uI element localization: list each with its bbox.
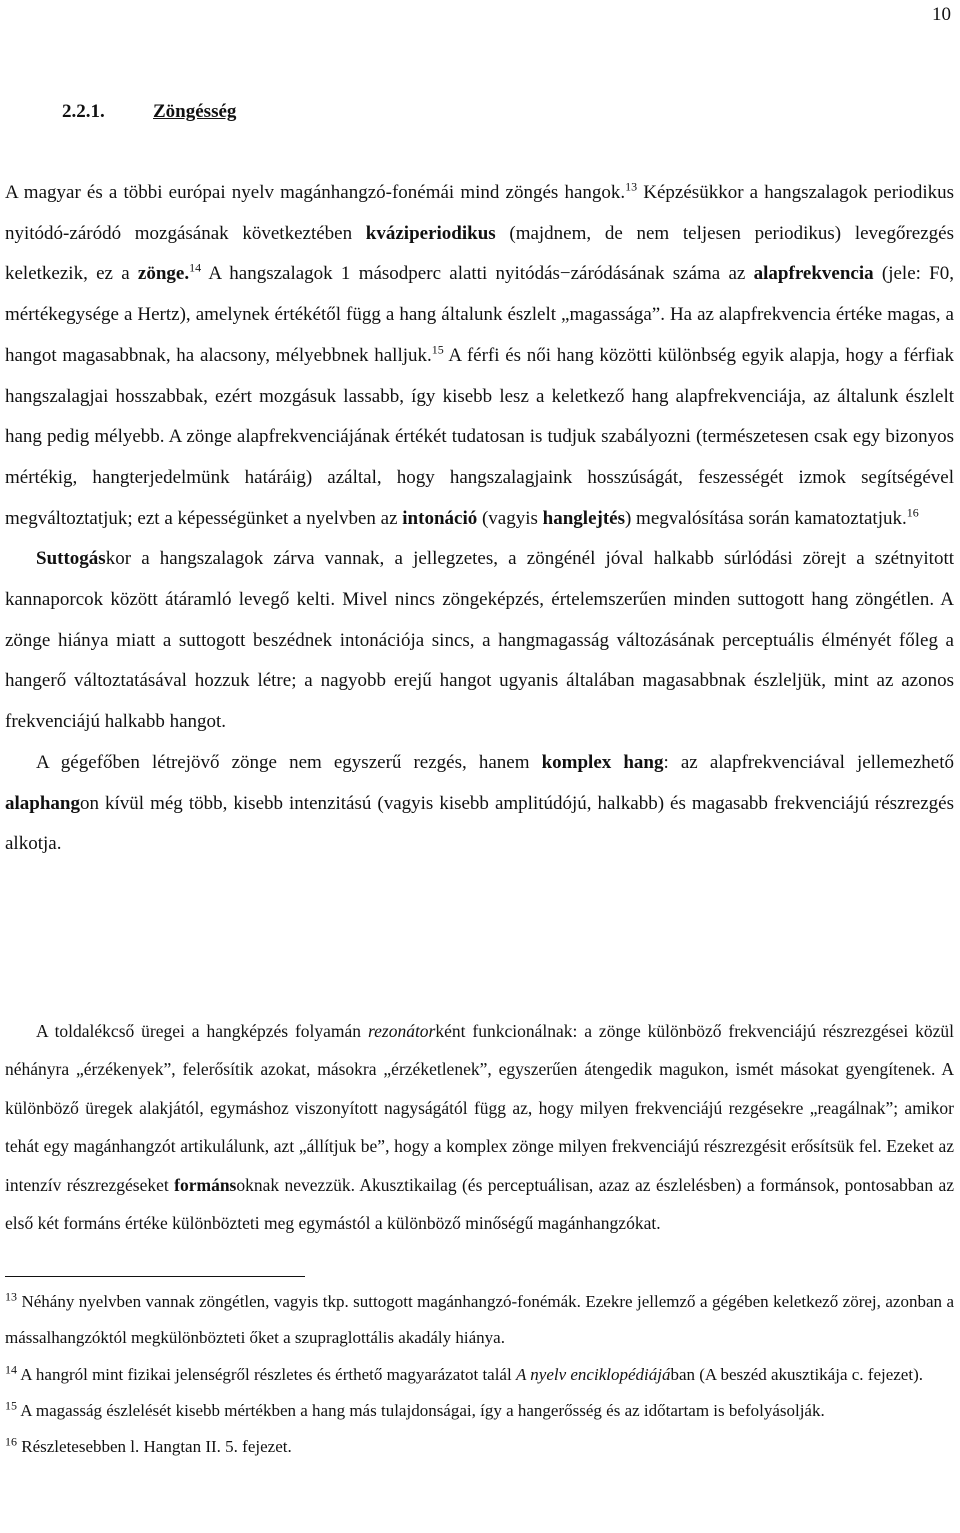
term-resonator: rezonátor	[367, 1021, 436, 1041]
term-zonge: zönge.	[137, 263, 190, 285]
main-text	[5, 173, 954, 865]
paragraph-whisper: Suttogáskor a hangszalagok zárva vannak, a jellegzetes, a zöngénél jóval halkabb súrlódási zörejt a szétnyitott kannaporcok között átáramló levegő kelti. Mivel nincs zöngeképzés, értelemszerűen minden suttogott hang zöngétlen. A zönge hiánya miatt a suttogott beszédnek intonációja sincs, a hangmagasság változásának perceptuális élményét főleg a hangerő változtatásával hozzuk létre; a nagyobb erejű hangot ugyanis általában magasabbnak észleljük, mint az azonos frekvenciájú halkabb hangot.	[5, 548, 954, 733]
section-heading	[62, 101, 236, 123]
paragraph-resonators: A toldalékcső üregei a hangképzés folyamán rezonátorként funkcionálnak: a zönge különböző frekvenciájú részrezgései közül néhányra „érzékenyek”, felerősítik azokat, másokra „érzéketlenek”, egyszerűen átengedik magukon, ismét másokat gyengítenek. A különböző üregek alakjától, egymáshoz viszonyított nagyságától függ az, hogy milyen frekvenciájú rezgésekre „reagálnak”; amikor tehát egy magánhangzót artikulálunk, azt „állítjuk be”, hogy a komplex zönge milyen frekvenciájú részrezgésit erősítsük fel. Ezeket az intenzív részrezgéseket formánsoknak nevezzük. Akusztikailag (és perceptuálisan, azaz az észlelésben) a formánsok, pontosabban az első két formáns értéke különbözteti meg egymástól a különböző minőségű magánhangzókat.	[5, 1021, 954, 1234]
footnote-13: $^{13}$ Néhány nyelvben vannak zöngétlen, vagyis tkp. suttogott magánhangzó-fonémák. Ezekre jellemző a gégében keletkező zörej, azonban a mássalhangzóktól megkülönbözteti őket a szupraglottális akadály hiánya.	[5, 1289, 954, 1348]
term-formant: formáns	[174, 1174, 237, 1195]
footnote-ref-15[interactable]: 15	[431, 342, 444, 357]
term-quasiperiodic: kváziperiodikus	[365, 222, 496, 244]
footnote-14: $^{14}$ A hangról mint fizikai jelenségről részletes és érthető magyarázatot talál A nyelv enciklopédiájában (A beszéd akusztikája c. fejezet).	[5, 1361, 923, 1384]
paragraph-complex-sound: A gégefőben létrejövő zönge nem egyszerű rezgés, hanem komplex hang: az alapfrekvenciával jellemezhető alaphangon kívül még több, kisebb intenzitású (vagyis kisebb amplitúdójú, halkabb) és magasabb frekvenciájú részrezgés alkotja.	[5, 751, 955, 855]
term-hanglejtes: hanglejtés	[542, 507, 625, 529]
footnotes	[5, 1284, 954, 1465]
term-fundamental-frequency: alapfrekvencia	[753, 263, 874, 285]
paragraph-voicing: A magyar és a többi európai nyelv magánhangzó-fonémái mind zöngés hangok.$^{13}$ Képzésükkor a hangszalagok periodikus nyitódó-záródó mozgásának következtében kváziperiodikus (majdnem, de nem teljesen periodikus) levegőrezgés keletkezik, ez a zönge.$^{14}$ A hangszalagok 1 másodperc alatti nyitódás−záródásának száma az alapfrekvencia (jele: F0, mértékegysége a Hertz), amelynek értékétől függ a hang általunk észlelt „magassága”. Ha az alapfrekvencia értéke magas, a hangot magasabbnak, ha alacsony, mélyebbnek halljuk.$^{15}$ A férfi és női hang közötti különbség egyik alapja, hogy a férfiak hangszalagjai hosszabbak, ezért mozgásuk lassabb, így kisebb lesz a keletkező hang alapfrekvenciája, az általunk észlelt hang pedig mélyebb. A zönge alapfrekvenciájának értékét tudatosan is tudjuk szabályozni (természetesen csak egy bizonyos mértékig, hangterjedelmünk határáig) azáltal, hogy hangszalagjaink hosszúságát, feszességét izmok segítségével megváltoztatjuk; ezt a képességünket a nyelvben az intonáció (vagyis hanglejtés) megvalósítása során kamatoztatjuk.$^{16}$	[5, 179, 955, 529]
term-whisper: Suttogás	[36, 548, 106, 570]
term-intonation: intonáció	[402, 507, 478, 529]
footnote-16: $^{16}$ Részletesebben l. Hangtan II. 5. fejezet.	[5, 1434, 292, 1457]
section-title: Zöngésség	[153, 101, 237, 122]
term-complex-sound: komplex hang	[541, 751, 664, 773]
term-fundamental: alaphang	[5, 792, 80, 814]
footnote-ref-13[interactable]: 13	[625, 179, 638, 194]
footnote-15: $^{15}$ A magasság észlelését kisebb mértékben a hang más tulajdonságai, így a hangerősség és az időtartam is befolyásolják.	[5, 1398, 825, 1420]
section-number: 2.2.1.	[62, 101, 105, 122]
footnote-ref-14[interactable]: 14	[189, 261, 202, 276]
page-number: 10	[932, 4, 951, 25]
footnote-separator	[5, 1276, 305, 1277]
footnote-ref-16[interactable]: 16	[906, 505, 919, 520]
